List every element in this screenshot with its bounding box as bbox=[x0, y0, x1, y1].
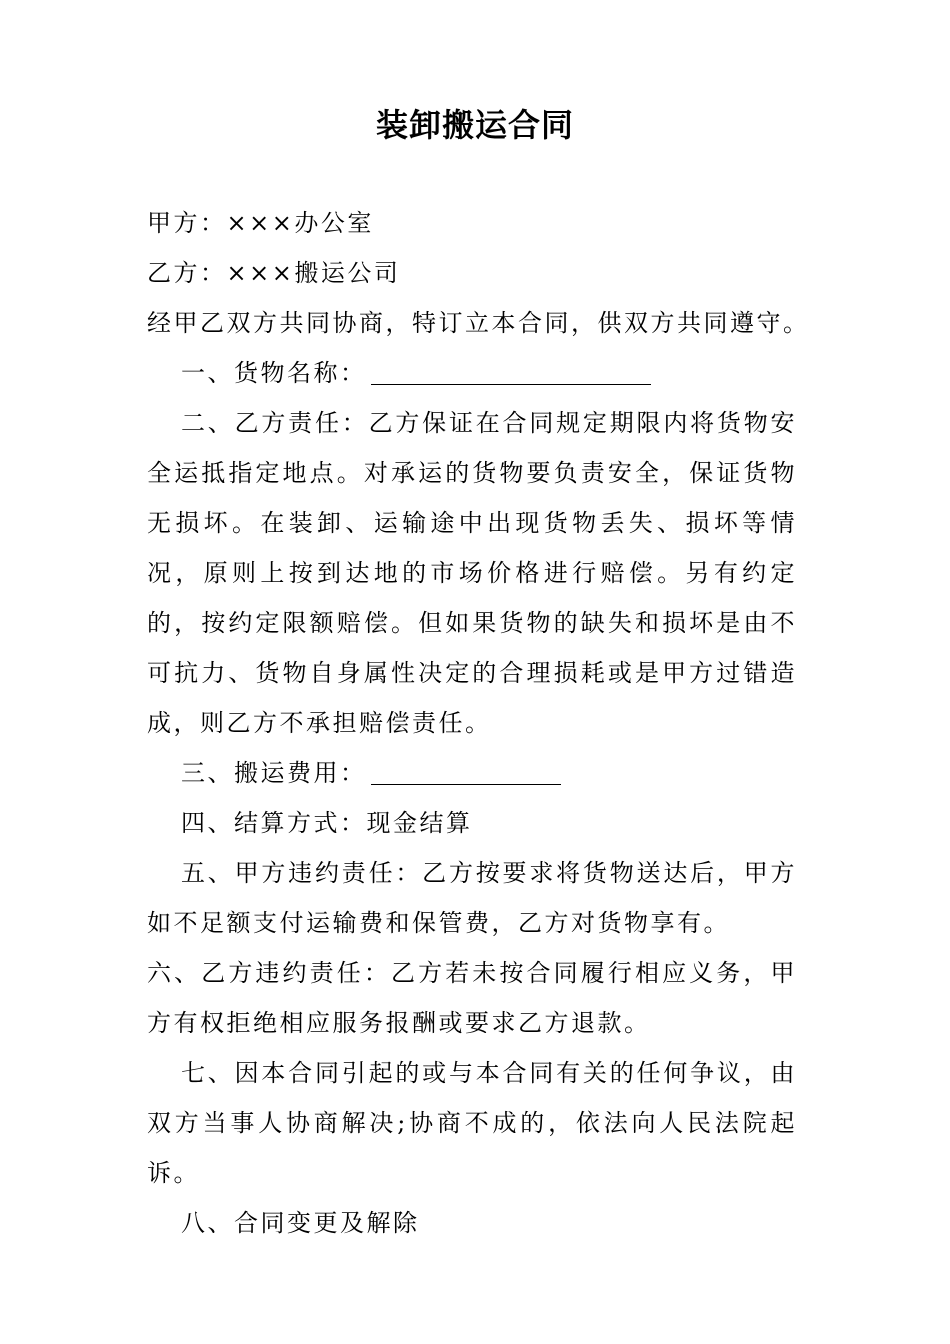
clause-8: 八、合同变更及解除 bbox=[181, 1209, 420, 1237]
intro-paragraph: 经甲乙双方共同协商，特订立本合同，供双方共同遵守。 bbox=[147, 309, 810, 337]
clause-1 bbox=[147, 348, 797, 398]
clause-6: 六、乙方违约责任：乙方若未按合同履行相应义务，甲方有权拒绝相应服务报酬或要求乙方退款。 bbox=[147, 959, 797, 1037]
document-title: 装卸搬运合同 bbox=[375, 106, 574, 144]
clause-3 bbox=[147, 748, 797, 798]
party-a: 甲方：×××办公室 bbox=[147, 209, 374, 237]
clause-4: 四、结算方式：现金结算 bbox=[181, 809, 473, 837]
clause-2: 二、乙方责任：乙方保证在合同规定期限内将货物安全运抵指定地点。对承运的货物要负责安全，保证货物无损坏。在装卸、运输途中出现货物丢失、损坏等情况，原则上按到达地的市场价格进行赔偿。另有约定的，按约定限额赔偿。但如果货物的缺失和损坏是由不可抗力、货物自身属性决定的合理损耗或是甲方过错造成，则乙方不承担赔偿责任。 bbox=[147, 409, 797, 737]
clause-5: 五、甲方违约责任：乙方按要求将货物送达后，甲方如不足额支付运输费和保管费，乙方对货物享有。 bbox=[147, 859, 797, 937]
fee-blank bbox=[371, 758, 561, 785]
clause-1-label: 一、货物名称： bbox=[181, 359, 367, 387]
clause-7: 七、因本合同引起的或与本合同有关的任何争议，由双方当事人协商解决;协商不成的，依法向人民法院起诉。 bbox=[147, 1059, 797, 1187]
document-body bbox=[147, 198, 810, 1248]
clause-3-label: 三、搬运费用： bbox=[181, 759, 367, 787]
party-b: 乙方：×××搬运公司 bbox=[147, 259, 401, 287]
goods-name-blank bbox=[371, 358, 651, 385]
